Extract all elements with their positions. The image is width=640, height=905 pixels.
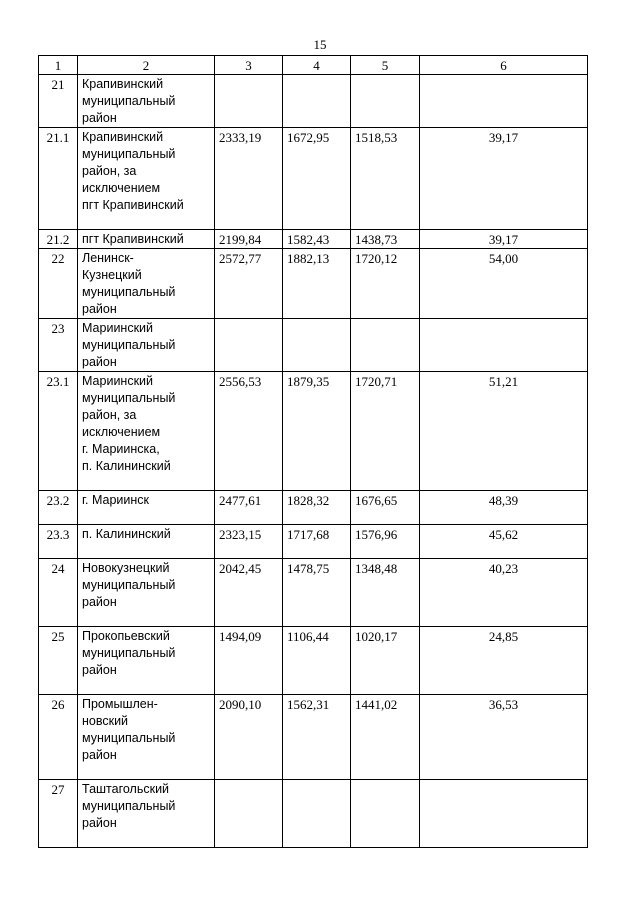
value-col5-cell: 1438,73 [351,230,420,249]
column-header: 4 [283,56,351,75]
table-row [39,559,588,627]
value-col5-cell: 1676,65 [351,491,420,525]
value-col4-cell: 1106,44 [283,627,351,695]
value-col3-cell: 2323,15 [215,525,283,559]
value-col6-cell: 24,85 [420,627,588,695]
page-number: 15 [313,37,327,52]
value-col5-cell [351,319,420,372]
value-col3-cell: 2556,53 [215,372,283,491]
row-name-cell: пгт Крапивинский [78,230,215,249]
row-name-cell: Промышлен- новский муниципальный район [78,695,215,780]
value-col5-cell: 1518,53 [351,128,420,230]
table-row [39,75,588,128]
table-body [39,75,588,848]
row-number-cell: 23.2 [39,491,78,525]
value-col6-cell: 51,21 [420,372,588,491]
value-col5-cell [351,780,420,848]
value-col3-cell [215,319,283,372]
column-header: 1 [39,56,78,75]
value-col4-cell [283,319,351,372]
value-col3-cell: 2572,77 [215,249,283,319]
value-col6-cell [420,75,588,128]
row-name-cell: Крапивинский муниципальный район [78,75,215,128]
row-number-cell: 23.3 [39,525,78,559]
column-header: 2 [78,56,215,75]
row-number-cell: 26 [39,695,78,780]
value-col6-cell: 45,62 [420,525,588,559]
row-name-cell: Ленинск- Кузнецкий муниципальный район [78,249,215,319]
value-col3-cell: 2042,45 [215,559,283,627]
row-number-cell: 22 [39,249,78,319]
row-name-cell: г. Мариинск [78,491,215,525]
value-col5-cell: 1348,48 [351,559,420,627]
value-col3-cell: 2477,61 [215,491,283,525]
value-col6-cell [420,780,588,848]
value-col5-cell: 1576,96 [351,525,420,559]
value-col5-cell [351,75,420,128]
table-row [39,230,588,249]
value-col3-cell: 2199,84 [215,230,283,249]
value-col6-cell: 48,39 [420,491,588,525]
row-name-cell: п. Калининский [78,525,215,559]
row-number-cell: 21 [39,75,78,128]
row-number-cell: 25 [39,627,78,695]
value-col3-cell [215,75,283,128]
table-row [39,372,588,491]
row-name-cell: Мариинский муниципальный район, за исключением г. Мариинска, п. Калининский [78,372,215,491]
column-header: 3 [215,56,283,75]
value-col4-cell [283,75,351,128]
value-col6-cell: 39,17 [420,230,588,249]
value-col5-cell: 1020,17 [351,627,420,695]
value-col3-cell: 2090,10 [215,695,283,780]
value-col6-cell: 39,17 [420,128,588,230]
table-row [39,249,588,319]
row-number-cell: 23 [39,319,78,372]
value-col4-cell: 1879,35 [283,372,351,491]
table-row [39,780,588,848]
column-header: 5 [351,56,420,75]
value-col3-cell: 1494,09 [215,627,283,695]
row-name-cell: Мариинский муниципальный район [78,319,215,372]
row-name-cell: Новокузнецкий муниципальный район [78,559,215,627]
row-name-cell: Крапивинский муниципальный район, за исключением пгт Крапивинский [78,128,215,230]
value-col6-cell [420,319,588,372]
column-header: 6 [420,56,588,75]
row-number-cell: 24 [39,559,78,627]
value-col3-cell: 2333,19 [215,128,283,230]
value-col4-cell: 1717,68 [283,525,351,559]
value-col4-cell: 1582,43 [283,230,351,249]
value-col4-cell: 1882,13 [283,249,351,319]
value-col4-cell: 1828,32 [283,491,351,525]
row-number-cell: 21.1 [39,128,78,230]
table-row [39,695,588,780]
value-col5-cell: 1720,71 [351,372,420,491]
value-col4-cell: 1478,75 [283,559,351,627]
value-col4-cell [283,780,351,848]
row-number-cell: 23.1 [39,372,78,491]
data-table [38,55,588,848]
table-row [39,627,588,695]
value-col5-cell: 1720,12 [351,249,420,319]
table-row [39,491,588,525]
row-number-cell: 27 [39,780,78,848]
value-col4-cell: 1562,31 [283,695,351,780]
value-col3-cell [215,780,283,848]
table-row [39,525,588,559]
value-col5-cell: 1441,02 [351,695,420,780]
table-row [39,319,588,372]
table-row [39,128,588,230]
value-col6-cell: 54,00 [420,249,588,319]
value-col6-cell: 36,53 [420,695,588,780]
header-row [39,56,588,75]
value-col4-cell: 1672,95 [283,128,351,230]
row-name-cell: Прокопьевский муниципальный район [78,627,215,695]
row-number-cell: 21.2 [39,230,78,249]
value-col6-cell: 40,23 [420,559,588,627]
row-name-cell: Таштагольский муниципальный район [78,780,215,848]
